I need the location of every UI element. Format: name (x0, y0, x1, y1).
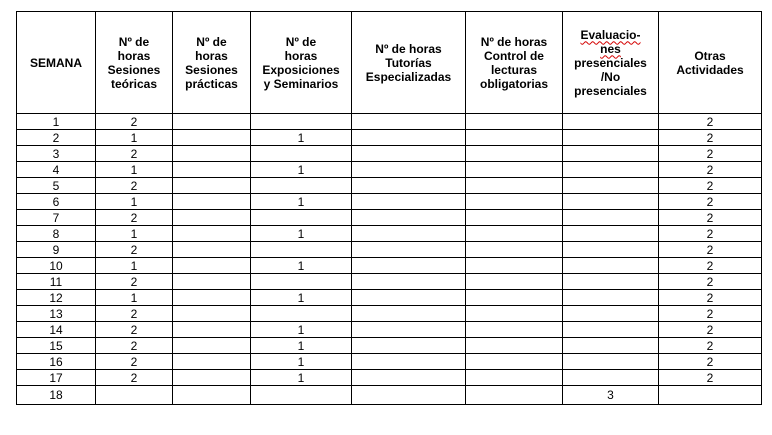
cell-evaluaciones (563, 338, 659, 354)
cell-evaluaciones (563, 258, 659, 274)
cell-otras-actividades: 2 (659, 274, 762, 290)
cell-evaluaciones (563, 226, 659, 242)
table-row (17, 338, 762, 354)
cell-tutorias-especializadas (352, 162, 466, 178)
cell-sesiones-teoricas: 2 (96, 210, 173, 226)
cell-exposiciones-seminarios (251, 274, 352, 290)
cell-control-lecturas (466, 194, 563, 210)
header-exposiciones-seminarios: Nº de horas Exposiciones y Seminarios (251, 12, 352, 114)
cell-otras-actividades: 2 (659, 178, 762, 194)
cell-otras-actividades: 2 (659, 338, 762, 354)
cell-sesiones-teoricas: 2 (96, 306, 173, 322)
cell-control-lecturas (466, 354, 563, 370)
cell-tutorias-especializadas (352, 354, 466, 370)
cell-otras-actividades: 2 (659, 162, 762, 178)
cell-otras-actividades: 2 (659, 194, 762, 210)
cell-evaluaciones (563, 290, 659, 306)
cell-sesiones-teoricas: 2 (96, 274, 173, 290)
cell-sesiones-practicas (173, 322, 251, 338)
table-row (17, 386, 762, 405)
cell-exposiciones-seminarios: 1 (251, 162, 352, 178)
cell-control-lecturas (466, 114, 563, 130)
cell-semana: 7 (17, 210, 96, 226)
cell-control-lecturas (466, 178, 563, 194)
cell-tutorias-especializadas (352, 258, 466, 274)
cell-control-lecturas (466, 274, 563, 290)
schedule-table-container (16, 11, 762, 405)
cell-exposiciones-seminarios: 1 (251, 130, 352, 146)
cell-tutorias-especializadas (352, 226, 466, 242)
cell-semana: 14 (17, 322, 96, 338)
cell-semana: 12 (17, 290, 96, 306)
table-row (17, 370, 762, 386)
cell-evaluaciones (563, 194, 659, 210)
cell-exposiciones-seminarios (251, 114, 352, 130)
cell-otras-actividades: 2 (659, 242, 762, 258)
header-tutorias-especializadas: Nº de horas Tutorías Especializadas (352, 12, 466, 114)
cell-sesiones-teoricas: 1 (96, 226, 173, 242)
cell-semana: 4 (17, 162, 96, 178)
cell-control-lecturas (466, 338, 563, 354)
cell-sesiones-teoricas (96, 386, 173, 405)
cell-control-lecturas (466, 386, 563, 405)
cell-otras-actividades: 2 (659, 290, 762, 306)
table-row (17, 210, 762, 226)
cell-sesiones-practicas (173, 354, 251, 370)
cell-sesiones-practicas (173, 386, 251, 405)
cell-sesiones-teoricas: 2 (96, 146, 173, 162)
cell-tutorias-especializadas (352, 338, 466, 354)
cell-sesiones-teoricas: 2 (96, 242, 173, 258)
cell-tutorias-especializadas (352, 114, 466, 130)
cell-sesiones-practicas (173, 194, 251, 210)
cell-control-lecturas (466, 370, 563, 386)
header-evaluaciones: Evaluacio- nes presenciales /No presenciales (563, 12, 659, 114)
cell-semana: 15 (17, 338, 96, 354)
cell-control-lecturas (466, 130, 563, 146)
cell-sesiones-practicas (173, 162, 251, 178)
cell-sesiones-teoricas: 2 (96, 354, 173, 370)
cell-sesiones-practicas (173, 226, 251, 242)
table-body (17, 114, 762, 405)
table-row (17, 274, 762, 290)
cell-semana: 10 (17, 258, 96, 274)
schedule-table (16, 11, 762, 405)
cell-evaluaciones (563, 130, 659, 146)
cell-control-lecturas (466, 322, 563, 338)
cell-exposiciones-seminarios: 1 (251, 290, 352, 306)
cell-exposiciones-seminarios (251, 210, 352, 226)
cell-control-lecturas (466, 226, 563, 242)
cell-sesiones-teoricas: 1 (96, 162, 173, 178)
cell-semana: 16 (17, 354, 96, 370)
cell-otras-actividades (659, 386, 762, 405)
cell-semana: 8 (17, 226, 96, 242)
cell-control-lecturas (466, 258, 563, 274)
table-row (17, 194, 762, 210)
cell-semana: 1 (17, 114, 96, 130)
cell-tutorias-especializadas (352, 370, 466, 386)
cell-otras-actividades: 2 (659, 226, 762, 242)
cell-control-lecturas (466, 242, 563, 258)
table-row (17, 242, 762, 258)
cell-otras-actividades: 2 (659, 370, 762, 386)
cell-otras-actividades: 2 (659, 306, 762, 322)
cell-semana: 11 (17, 274, 96, 290)
cell-tutorias-especializadas (352, 146, 466, 162)
cell-evaluaciones (563, 306, 659, 322)
cell-tutorias-especializadas (352, 130, 466, 146)
cell-control-lecturas (466, 146, 563, 162)
cell-exposiciones-seminarios (251, 178, 352, 194)
cell-tutorias-especializadas (352, 290, 466, 306)
cell-exposiciones-seminarios: 1 (251, 258, 352, 274)
cell-evaluaciones (563, 162, 659, 178)
cell-evaluaciones: 3 (563, 386, 659, 405)
cell-sesiones-practicas (173, 338, 251, 354)
cell-sesiones-practicas (173, 306, 251, 322)
cell-semana: 13 (17, 306, 96, 322)
cell-semana: 3 (17, 146, 96, 162)
cell-sesiones-teoricas: 2 (96, 114, 173, 130)
table-row (17, 162, 762, 178)
table-row (17, 114, 762, 130)
cell-exposiciones-seminarios: 1 (251, 226, 352, 242)
table-row (17, 306, 762, 322)
cell-otras-actividades: 2 (659, 114, 762, 130)
cell-sesiones-teoricas: 2 (96, 338, 173, 354)
table-row (17, 354, 762, 370)
cell-semana: 2 (17, 130, 96, 146)
cell-tutorias-especializadas (352, 242, 466, 258)
cell-otras-actividades: 2 (659, 354, 762, 370)
cell-exposiciones-seminarios: 1 (251, 354, 352, 370)
cell-otras-actividades: 2 (659, 210, 762, 226)
cell-semana: 6 (17, 194, 96, 210)
cell-exposiciones-seminarios: 1 (251, 322, 352, 338)
table-row (17, 290, 762, 306)
cell-sesiones-practicas (173, 146, 251, 162)
cell-evaluaciones (563, 210, 659, 226)
cell-otras-actividades: 2 (659, 130, 762, 146)
cell-evaluaciones (563, 370, 659, 386)
cell-sesiones-practicas (173, 258, 251, 274)
table-row (17, 130, 762, 146)
cell-evaluaciones (563, 242, 659, 258)
cell-semana: 5 (17, 178, 96, 194)
cell-exposiciones-seminarios: 1 (251, 194, 352, 210)
header-sesiones-teoricas: Nº de horas Sesiones teóricas (96, 12, 173, 114)
cell-otras-actividades: 2 (659, 322, 762, 338)
cell-otras-actividades: 2 (659, 258, 762, 274)
cell-sesiones-teoricas: 2 (96, 178, 173, 194)
header-control-lecturas: Nº de horas Control de lecturas obligatorias (466, 12, 563, 114)
cell-tutorias-especializadas (352, 322, 466, 338)
cell-sesiones-teoricas: 1 (96, 258, 173, 274)
header-sesiones-practicas: Nº de horas Sesiones prácticas (173, 12, 251, 114)
cell-exposiciones-seminarios (251, 146, 352, 162)
cell-semana: 17 (17, 370, 96, 386)
cell-evaluaciones (563, 274, 659, 290)
header-row (17, 12, 762, 114)
cell-tutorias-especializadas (352, 194, 466, 210)
cell-semana: 9 (17, 242, 96, 258)
table-row (17, 322, 762, 338)
cell-sesiones-practicas (173, 242, 251, 258)
cell-exposiciones-seminarios: 1 (251, 370, 352, 386)
cell-evaluaciones (563, 322, 659, 338)
cell-evaluaciones (563, 354, 659, 370)
cell-control-lecturas (466, 162, 563, 178)
table-row (17, 146, 762, 162)
cell-control-lecturas (466, 210, 563, 226)
header-semana: SEMANA (17, 12, 96, 114)
cell-exposiciones-seminarios: 1 (251, 338, 352, 354)
cell-tutorias-especializadas (352, 274, 466, 290)
cell-control-lecturas (466, 306, 563, 322)
cell-evaluaciones (563, 178, 659, 194)
cell-otras-actividades: 2 (659, 146, 762, 162)
cell-sesiones-teoricas: 1 (96, 194, 173, 210)
cell-sesiones-teoricas: 2 (96, 322, 173, 338)
cell-exposiciones-seminarios (251, 242, 352, 258)
cell-sesiones-practicas (173, 274, 251, 290)
cell-control-lecturas (466, 290, 563, 306)
cell-sesiones-practicas (173, 370, 251, 386)
cell-semana: 18 (17, 386, 96, 405)
header-otras-actividades: Otras Actividades (659, 12, 762, 114)
cell-tutorias-especializadas (352, 386, 466, 405)
table-row (17, 226, 762, 242)
cell-evaluaciones (563, 114, 659, 130)
cell-evaluaciones (563, 146, 659, 162)
cell-tutorias-especializadas (352, 306, 466, 322)
cell-sesiones-teoricas: 1 (96, 130, 173, 146)
cell-sesiones-practicas (173, 178, 251, 194)
table-row (17, 178, 762, 194)
cell-sesiones-practicas (173, 130, 251, 146)
cell-tutorias-especializadas (352, 178, 466, 194)
cell-exposiciones-seminarios (251, 386, 352, 405)
table-row (17, 258, 762, 274)
cell-sesiones-practicas (173, 290, 251, 306)
cell-tutorias-especializadas (352, 210, 466, 226)
cell-sesiones-teoricas: 2 (96, 370, 173, 386)
cell-sesiones-practicas (173, 114, 251, 130)
cell-exposiciones-seminarios (251, 306, 352, 322)
cell-sesiones-practicas (173, 210, 251, 226)
cell-sesiones-teoricas: 1 (96, 290, 173, 306)
